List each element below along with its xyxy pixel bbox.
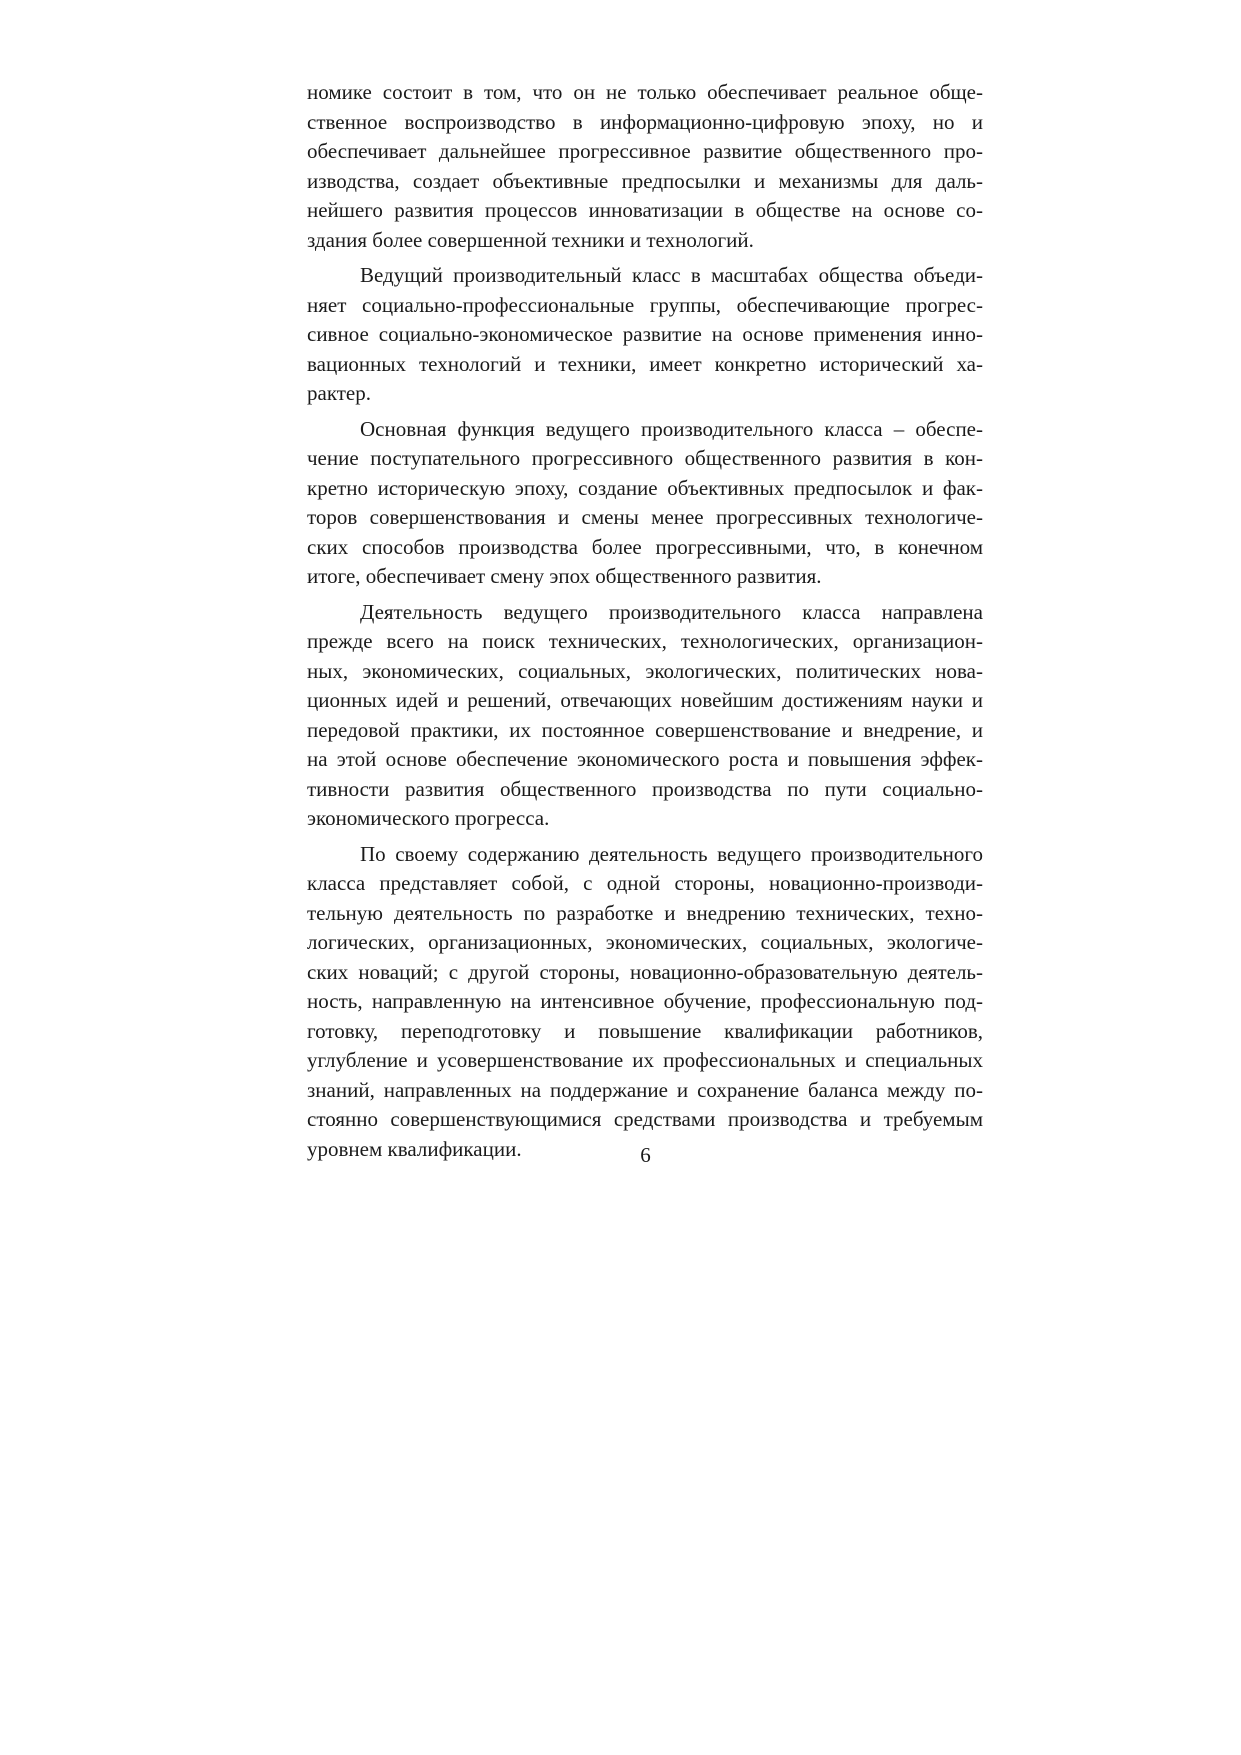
text-line: экономического прогресса. [307, 806, 550, 830]
text-line: Основная функция ведущего производительного класса – обеспе- [360, 416, 983, 441]
text-line: вационных технологий и техники, имеет конкретно исторический ха- [307, 351, 983, 376]
text-line: прежде всего на поиск технических, технологических, организацион- [307, 629, 983, 653]
text-line: класса представляет собой, с одной стороны, новационно-производи- [307, 871, 983, 895]
text-line: нейшего развития процессов инноватизации в обществе на основе со- [307, 198, 983, 222]
text-line: сивное социально-экономическое развитие на основе применения инно- [307, 322, 983, 346]
text-line: Деятельность ведущего производительного класса направлена [360, 599, 983, 624]
text-line: ных, экономических, социальных, экологических, политических нова- [307, 658, 983, 683]
paragraph-2 [307, 261, 983, 409]
text-line: углубление и усовершенствование их профессиональных и специальных [307, 1048, 983, 1072]
text-line: на этой основе обеспечение экономического роста и повышения эффек- [307, 747, 983, 771]
body-text [307, 78, 983, 1170]
text-line: обеспечивает дальнейшее прогрессивное развитие общественного про- [307, 139, 983, 163]
text-line: няет социально-профессиональные группы, обеспечивающие прогрес- [307, 292, 983, 317]
text-line: знаний, направленных на поддержание и сохранение баланса между по- [307, 1077, 983, 1102]
text-line: стоянно совершенствующимися средствами производства и требуемым [307, 1107, 983, 1131]
text-line: изводства, создает объективные предпосылки и механизмы для даль- [307, 168, 983, 193]
text-line: логических, организационных, экономических, социальных, экологиче- [307, 930, 983, 954]
paragraph-3 [307, 415, 983, 592]
text-line: ционных идей и решений, отвечающих новейшим достижениям науки и [307, 688, 983, 712]
paragraph-1 [307, 78, 983, 255]
text-line: тельную деятельность по разработке и внедрению технических, техно- [307, 900, 983, 925]
text-line: По своему содержанию деятельность ведущего производительного [360, 841, 983, 866]
text-line: тивности развития общественного производства по пути социально- [307, 776, 983, 801]
text-line: уровнем квалификации. [307, 1136, 522, 1161]
text-line: передовой практики, их постоянное совершенствование и внедрение, и [307, 717, 983, 742]
text-line: торов совершенствования и смены менее прогрессивных технологиче- [307, 505, 983, 529]
text-line: ность, направленную на интенсивное обучение, профессиональную под- [307, 989, 983, 1013]
text-line: ственное воспроизводство в информационно-цифровую эпоху, но и [307, 109, 983, 134]
text-line: итоге, обеспечивает смену эпох общественного развития. [307, 564, 822, 588]
text-line: здания более совершенной техники и технологий. [307, 227, 754, 252]
text-line: ских способов производства более прогрессивными, что, в конечном [307, 534, 983, 559]
text-line: рактер. [307, 381, 371, 405]
page-number: 6 [640, 1143, 651, 1167]
paragraph-4 [307, 598, 983, 834]
text-line: готовку, переподготовку и повышение квалификации работников, [307, 1018, 983, 1043]
text-line: номике состоит в том, что он не только обеспечивает реальное обще- [307, 80, 983, 104]
text-line: ских новаций; с другой стороны, новационно-образовательную деятель- [307, 959, 983, 984]
text-line: кретно историческую эпоху, создание объективных предпосылок и фак- [307, 475, 983, 500]
paragraph-5 [307, 840, 983, 1165]
text-line: чение поступательного прогрессивного общественного развития в кон- [307, 446, 983, 470]
text-line: Ведущий производительный класс в масштабах общества объеди- [360, 263, 983, 287]
